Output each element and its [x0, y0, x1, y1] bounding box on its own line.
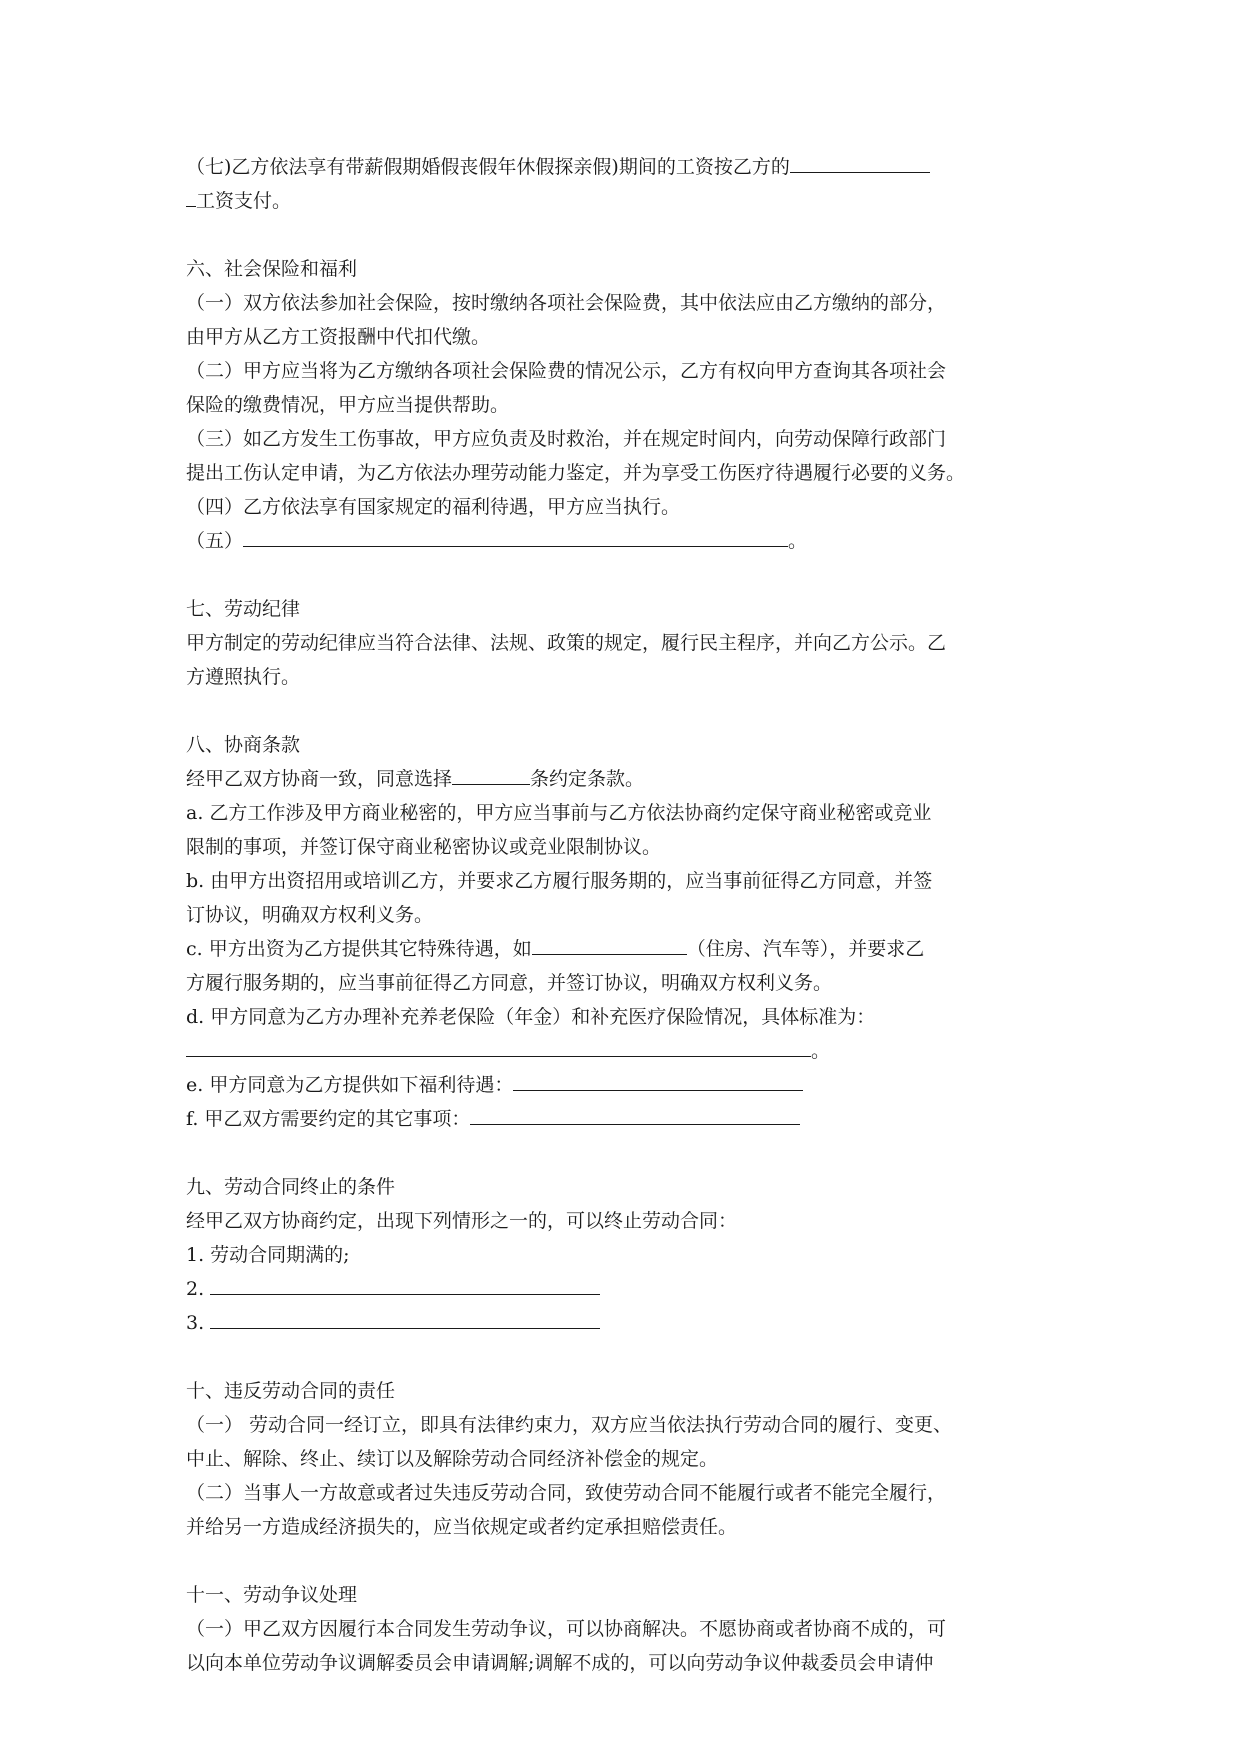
text-line: 并给另一方造成经济损失的，应当依规定或者约定承担赔偿责任。: [186, 1516, 738, 1538]
text-line: 以向本单位劳动争议调解委员会申请调解;调解不成的，可以向劳动争议仲裁委员会申请仲: [186, 1652, 934, 1674]
blank-field[interactable]: [470, 1102, 800, 1125]
text-line: 由甲方从乙方工资报酬中代扣代缴。: [186, 326, 491, 348]
blank-field[interactable]: [186, 1034, 811, 1057]
blank-field[interactable]: [513, 1068, 803, 1091]
text-line: [186, 1272, 1066, 1306]
text-line: （一）双方依法参加社会保险，按时缴纳各项社会保险费，其中依法应由乙方缴纳的部分，: [186, 292, 947, 314]
text-line: [186, 184, 1066, 218]
text-line: 方履行服务期的，应当事前征得乙方同意，并签订协议，明确双方权利义务。: [186, 972, 833, 994]
text-line: （三）如乙方发生工伤事故，甲方应负责及时救治，并在规定时间内，向劳动保障行政部门: [186, 428, 947, 450]
blank-field[interactable]: [452, 762, 530, 785]
text-line: [186, 524, 1066, 558]
text-line: a. 乙方工作涉及甲方商业秘密的，甲方应当事前与乙方依法协商约定保守商业秘密或竞业: [186, 802, 932, 824]
text-line: b. 由甲方出资招用或培训乙方，并要求乙方履行服务期的，应当事前征得乙方同意，并签: [186, 870, 933, 892]
line-text: （五）: [186, 530, 244, 552]
blank-field[interactable]: [210, 1306, 600, 1329]
text-line: 保险的缴费情况，甲方应当提供帮助。: [186, 394, 510, 416]
line-text: f. 甲乙双方需要约定的其它事项：: [186, 1108, 471, 1130]
text-line: 限制的事项，并签订保守商业秘密协议或竞业限制协议。: [186, 836, 662, 858]
text-line: 1. 劳动合同期满的;: [186, 1244, 350, 1266]
blank-field[interactable]: [210, 1272, 600, 1295]
text-line: （一）甲乙双方因履行本合同发生劳动争议，可以协商解决。不愿协商或者协商不成的，可: [186, 1618, 947, 1640]
blank-field[interactable]: [186, 184, 196, 207]
blank-field[interactable]: [532, 932, 687, 955]
line-text: （住房、汽车等），并要求乙: [686, 938, 925, 960]
text-line: [186, 150, 1066, 184]
line-text: 。: [788, 530, 808, 552]
line-text: 。: [811, 1040, 831, 1062]
section-title-10: 十、违反劳动合同的责任: [186, 1380, 396, 1402]
text-line: 中止、解除、终止、续订以及解除劳动合同经济补偿金的规定。: [186, 1448, 719, 1470]
blank-field[interactable]: [790, 150, 930, 173]
document-body: [186, 150, 1066, 1680]
text-line: 提出工伤认定申请，为乙方依法办理劳动能力鉴定，并为享受工伤医疗待遇履行必要的义务。: [186, 462, 966, 484]
text-line: [186, 932, 1066, 966]
text-line: [186, 1306, 1066, 1340]
line-text: 2.: [186, 1278, 205, 1300]
text-line: [186, 1102, 1066, 1136]
line-text: 工资支付。: [196, 190, 292, 212]
text-line: 经甲乙双方协商约定，出现下列情形之一的，可以终止劳动合同：: [186, 1210, 738, 1232]
line-text: 条约定条款。: [530, 768, 645, 790]
text-line: （四）乙方依法享有国家规定的福利待遇，甲方应当执行。: [186, 496, 681, 518]
text-line: d. 甲方同意为乙方办理补充养老保险（年金）和补充医疗保险情况，具体标准为：: [186, 1006, 876, 1028]
line-text: 3.: [186, 1312, 205, 1334]
text-line: [186, 1068, 1066, 1102]
line-text: 经甲乙双方协商一致，同意选择: [186, 768, 453, 790]
text-line: [186, 1034, 1066, 1068]
line-text: （七)乙方依法享有带薪假期婚假丧假年休假探亲假)期间的工资按乙方的: [186, 156, 790, 178]
text-line: （二）当事人一方故意或者过失违反劳动合同，致使劳动合同不能履行或者不能完全履行，: [186, 1482, 947, 1504]
line-text: e. 甲方同意为乙方提供如下福利待遇：: [186, 1074, 514, 1096]
text-line: （一） 劳动合同一经订立，即具有法律约束力，双方应当依法执行劳动合同的履行、变更、: [186, 1414, 953, 1436]
section-title-11: 十一、劳动争议处理: [186, 1584, 358, 1606]
section-title-9: 九、劳动合同终止的条件: [186, 1176, 396, 1198]
blank-field[interactable]: [243, 524, 788, 547]
text-line: （二）甲方应当将为乙方缴纳各项社会保险费的情况公示，乙方有权向甲方查询其各项社会: [186, 360, 947, 382]
line-text: c. 甲方出资为乙方提供其它特殊待遇，如: [186, 938, 532, 960]
text-line: [186, 762, 1066, 796]
text-line: 甲方制定的劳动纪律应当符合法律、法规、政策的规定，履行民主程序，并向乙方公示。乙: [186, 632, 947, 654]
section-title-7: 七、劳动纪律: [186, 598, 301, 620]
text-line: 订协议，明确双方权利义务。: [186, 904, 434, 926]
section-title-8: 八、协商条款: [186, 734, 301, 756]
text-line: 方遵照执行。: [186, 666, 301, 688]
section-title-6: 六、社会保险和福利: [186, 258, 358, 280]
